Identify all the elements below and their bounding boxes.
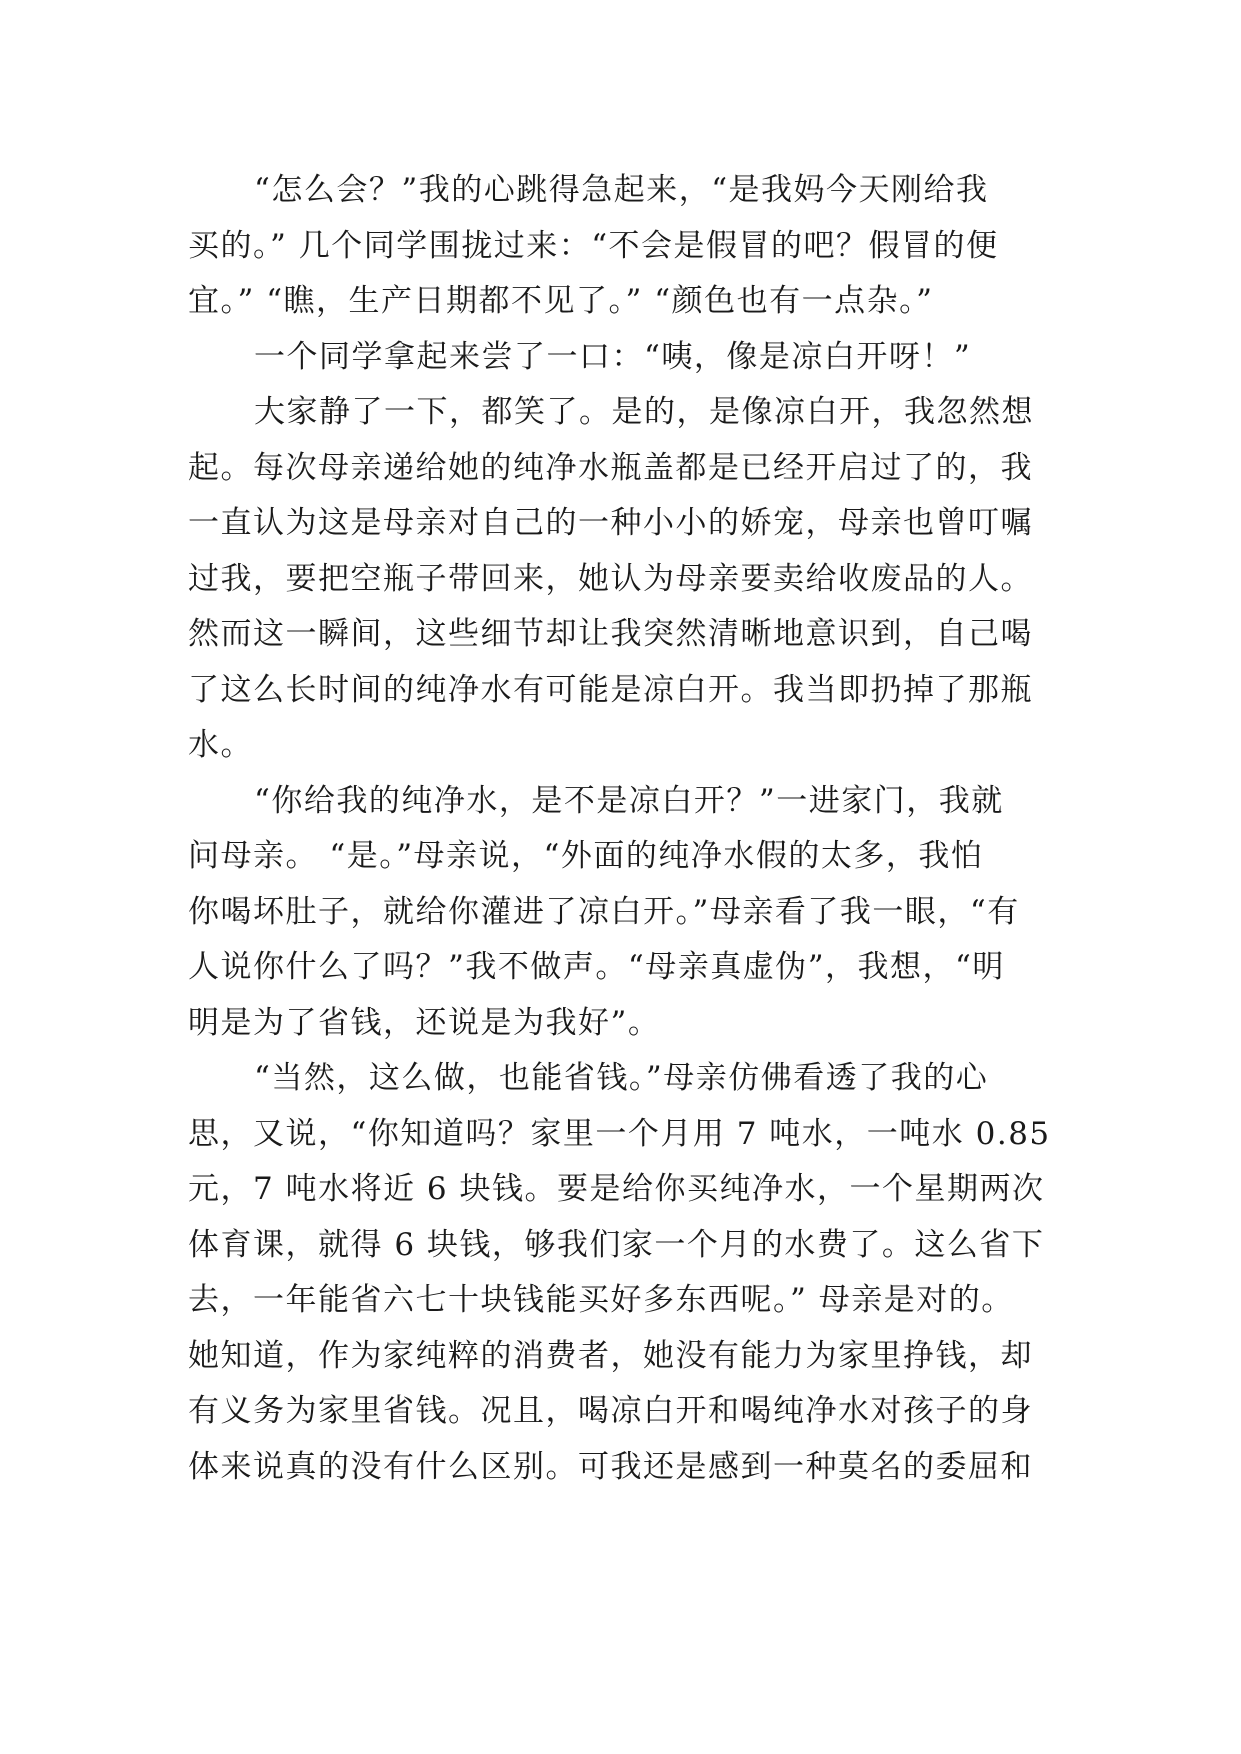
text-line: 起。每次母亲递给她的纯净水瓶盖都是已经开启过了的，我 [188, 449, 1033, 486]
text-line: “怎么会？”我的心跳得急起来，“是我妈今天刚给我 [254, 172, 989, 208]
text-line: 一个同学拿起来尝了一口：“咦，像是凉白开呀！” [254, 338, 972, 375]
text-line: 有义务为家里省钱。况且，喝凉白开和喝纯净水对孩子的身 [188, 1393, 1033, 1429]
text-line: 去，一年能省六七十块钱能买好多东西呢。” 母亲是对的。 [188, 1282, 1014, 1318]
text-line: “当然，这么做，也能省钱。”母亲仿佛看透了我的心 [254, 1060, 989, 1096]
text-line: 然而这一瞬间，这些细节却让我突然清晰地意识到，自己喝 [188, 616, 1033, 652]
text-line: 问母亲。 “是。”母亲说，“外面的纯净水假的太多，我怕 [188, 838, 984, 874]
text-line: 体育课，就得 6 块钱，够我们家一个月的水费了。这么省下 [188, 1226, 1045, 1263]
document-body-text [188, 163, 1088, 1495]
text-line: 过我，要把空瓶子带回来，她认为母亲要卖给收废品的人。 [188, 560, 1033, 597]
text-line: 元，7 吨水将近 6 块钱。要是给你买纯净水，一个星期两次 [188, 1171, 1045, 1207]
text-line: 水。 [188, 727, 253, 763]
text-line: 她知道，作为家纯粹的消费者，她没有能力为家里挣钱，却 [188, 1337, 1033, 1374]
text-line: 你喝坏肚子，就给你灌进了凉白开。”母亲看了我一眼，“有 [188, 893, 1020, 930]
text-line: “你给我的纯净水，是不是凉白开？”一进家门，我就 [254, 782, 1004, 819]
text-line: 一直认为这是母亲对自己的一种小小的娇宠，母亲也曾叮嘱 [188, 505, 1033, 541]
text-line: 体来说真的没有什么区别。可我还是感到一种莫名的委屈和 [188, 1448, 1033, 1485]
text-line: 买的。” 几个同学围拢过来：“不会是假冒的吧？假冒的便 [188, 227, 999, 264]
text-line: 思，又说，“你知道吗？家里一个月用 7 吨水，一吨水 0.85 [188, 1115, 1051, 1152]
text-line: 人说你什么了吗？”我不做声。“母亲真虚伪”，我想，“明 [188, 949, 1005, 985]
text-line: 宜。” “瞧，生产日期都不见了。” “颜色也有一点杂。” [188, 283, 934, 319]
text-line: 明是为了省钱，还说是为我好”。 [188, 1004, 661, 1041]
text-line: 大家静了一下，都笑了。是的，是像凉白开，我忽然想 [254, 394, 1034, 430]
text-line: 了这么长时间的纯净水有可能是凉白开。我当即扔掉了那瓶 [188, 671, 1033, 708]
